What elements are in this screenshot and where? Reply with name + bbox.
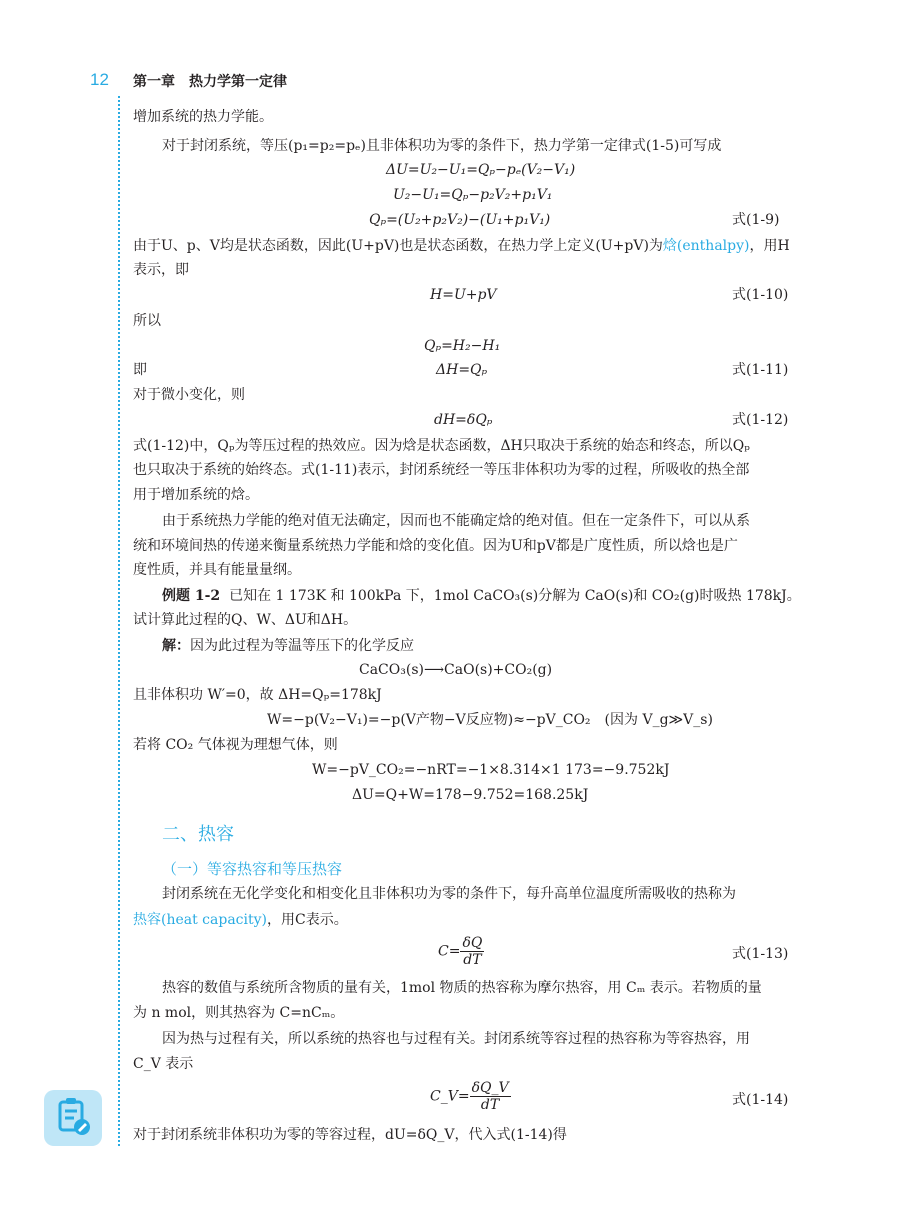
fraction [470, 1080, 511, 1113]
equation-number: 式(1-13) [732, 946, 789, 962]
fraction-denominator: dT [463, 952, 482, 968]
text-line: 增加系统的热力学能。 [133, 109, 273, 125]
text-span: 因为此过程为等温等压下的化学反应 [190, 638, 414, 654]
text-line: 统和环境间热的传递来衡量系统热力学能和焓的变化值。因为U和pV都是广度性质，所以焓也是广 [133, 538, 738, 554]
equation: Qₚ=(U₂+p₂V₂)−(U₁+p₁V₁) [369, 212, 551, 228]
equation-number: 式(1-9) [732, 212, 780, 228]
solution-line [162, 636, 414, 656]
fraction-numerator: δQ_V [471, 1080, 509, 1096]
text-line: 即 [133, 362, 147, 378]
text-line: 式(1-12)中，Qₚ为等压过程的热效应。因为焓是状态函数，ΔH只取决于系统的始态和终态，所以Qₚ [133, 438, 750, 454]
equation-1-14 [430, 1080, 511, 1113]
equation-number: 式(1-10) [732, 287, 789, 303]
example-line [162, 586, 801, 606]
page-number: 12 [90, 70, 109, 89]
equation-number: 式(1-11) [732, 362, 789, 378]
text-line: 度性质，并具有能量量纲。 [133, 562, 301, 578]
example-label: 例题 1-2 [162, 588, 221, 604]
text-span: 已知在 1 173K 和 100kPa 下，1mol CaCO₃(s)分解为 CaO(s)和 CO₂(g)时吸热 178kJ。 [229, 588, 801, 604]
equation-number: 式(1-14) [732, 1092, 789, 1108]
margin-rule [118, 96, 122, 1146]
text-line: 封闭系统在无化学变化和相变化且非体积功为零的条件下，每升高单位温度所需吸收的热称为 [162, 886, 736, 902]
fraction-numerator: δQ [462, 935, 483, 951]
equation: W=−pV_CO₂=−nRT=−1×8.314×1 173=−9.752kJ [312, 762, 670, 778]
equation: U₂−U₁=Qₚ−p₂V₂+p₁V₁ [393, 187, 553, 203]
fraction-denominator: dT [480, 1097, 500, 1113]
text-line: 若将 CO₂ 气体视为理想气体，则 [133, 737, 338, 753]
equation: dH=δQₚ [434, 412, 493, 428]
text-span: ，用C表示。 [267, 912, 348, 928]
text-span: 由于U、p、V均是状态函数，因此(U+pV)也是状态函数，在热力学上定义(U+pV)为 [133, 238, 663, 254]
text-line: 由于系统热力学能的绝对值无法确定，因而也不能确定焓的绝对值。但在一定条件下，可以从系 [162, 513, 750, 529]
text-line: 为 n mol，则其热容为 C=nCₘ。 [133, 1005, 345, 1021]
equation: W=−p(V₂−V₁)=−p(V产物−V反应物)≈−pV_CO₂ (因为 V_g≫V_s) [267, 712, 713, 728]
text-line: 表示，即 [133, 262, 189, 278]
notepad-pencil-svg [44, 1090, 102, 1146]
section-heading: 二、热容 [162, 824, 234, 845]
solution-label: 解： [162, 638, 190, 654]
text-line: 对于微小变化，则 [133, 387, 245, 403]
equation: Qₚ=H₂−H₁ [424, 338, 501, 354]
equation-lhs: C_V= [430, 1088, 470, 1105]
notepad-pencil-icon [44, 1090, 102, 1146]
text-line: 也只取决于系统的始终态。式(1-11)表示，封闭系统经一等压非体积功为零的过程，所吸收的热全部 [133, 462, 750, 478]
text-line: C_V 表示 [133, 1056, 194, 1072]
text-line: 试计算此过程的Q、W、ΔU和ΔH。 [133, 612, 358, 628]
equation: H=U+pV [430, 287, 497, 303]
term-enthalpy: 焓(enthalpy) [662, 238, 750, 254]
equation: ΔH=Qₚ [436, 362, 488, 378]
equation-1-13 [438, 935, 484, 968]
text-line [133, 236, 790, 256]
chapter-title: 第一章 热力学第一定律 [133, 74, 287, 90]
text-line: 热容的数值与系统所含物质的量有关，1mol 物质的热容称为摩尔热容，用 Cₘ 表示。若物质的量 [162, 980, 762, 996]
text-span: ，用H [749, 238, 790, 254]
equation-number: 式(1-12) [732, 412, 789, 428]
text-line: 对于封闭系统非体积功为零的等容过程，dU=δQ_V，代入式(1-14)得 [133, 1127, 567, 1143]
equation-lhs: C= [438, 943, 461, 960]
reaction-equation: CaCO₃(s)⟶CaO(s)+CO₂(g) [359, 662, 553, 678]
text-line [133, 910, 348, 930]
text-line: 所以 [133, 313, 161, 329]
equation: ΔU=Q+W=178−9.752=168.25kJ [352, 787, 589, 803]
text-line: 用于增加系统的焓。 [133, 487, 259, 503]
term-heat-capacity: 热容(heat capacity) [133, 912, 267, 928]
text-line: 对于封闭系统，等压(p₁=p₂=pₑ)且非体积功为零的条件下，热力学第一定律式(1-5)可写成 [162, 138, 722, 154]
fraction [460, 935, 484, 968]
subsection-heading: （一）等容热容和等压热容 [162, 860, 343, 878]
text-line: 因为热与过程有关，所以系统的热容也与过程有关。封闭系统等容过程的热容称为等容热容，用 [162, 1031, 750, 1047]
text-line: 且非体积功 W′=0，故 ΔH=Qₚ=178kJ [133, 687, 382, 703]
equation: ΔU=U₂−U₁=Qₚ−pₑ(V₂−V₁) [386, 162, 576, 178]
